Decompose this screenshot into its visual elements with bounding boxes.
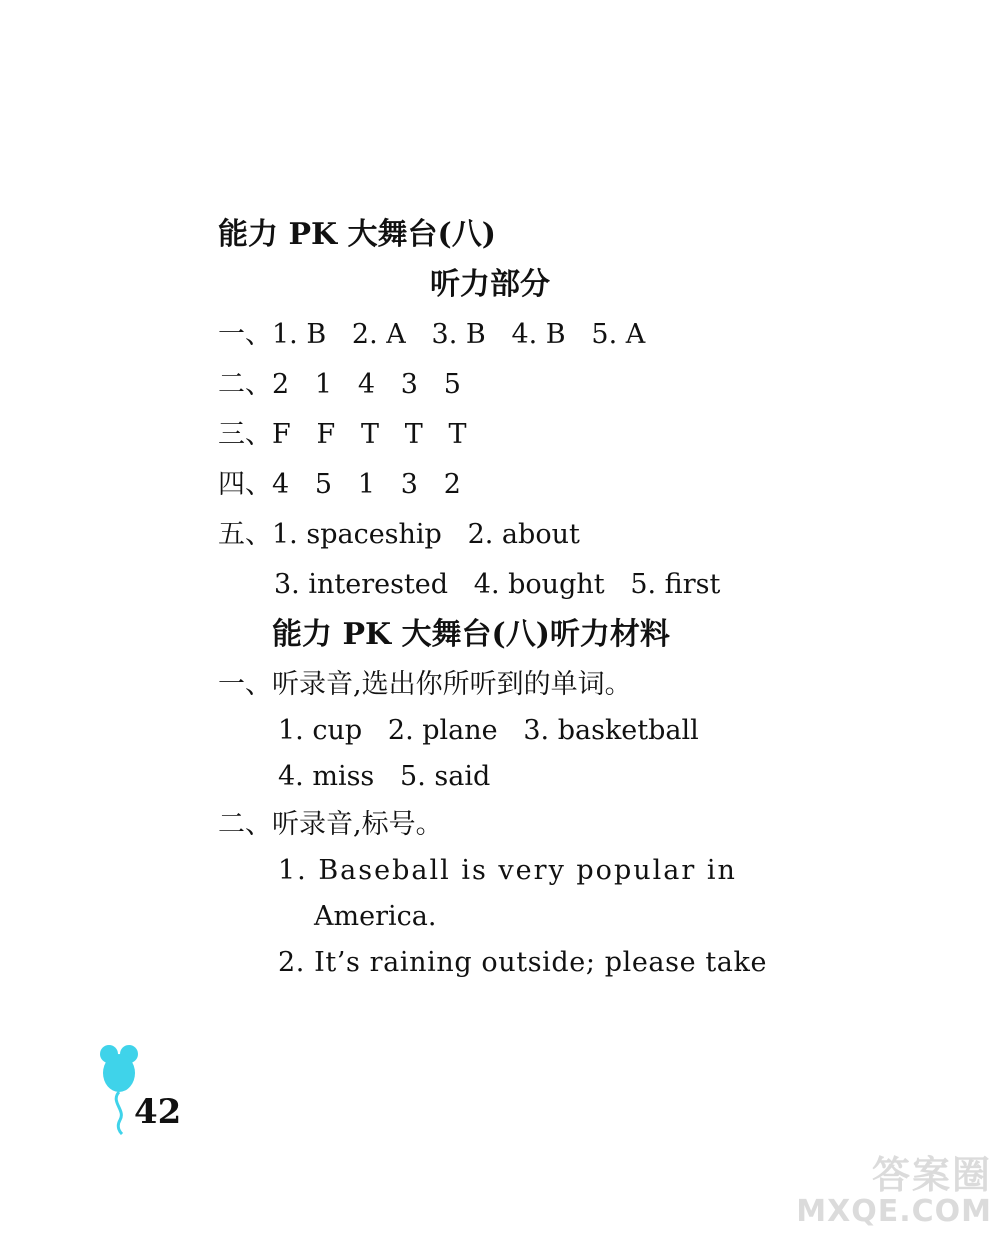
- materials-line-2: 1. cup 2. plane 3. basketball: [278, 715, 699, 746]
- watermark: [796, 1144, 992, 1229]
- answer-line-5: 五、1. spaceship 2. about: [218, 519, 580, 550]
- materials-line-7: 2. It’s raining outside; please take: [278, 947, 768, 978]
- answer-line-1: 一、1. B 2. A 3. B 4. B 5. A: [218, 319, 646, 350]
- listening-section-title: 听力部分: [430, 267, 550, 302]
- materials-line-4: 二、听录音,标号。: [218, 809, 443, 840]
- answer-line-4: 四、4 5 1 3 2: [218, 469, 461, 500]
- page-number: 42: [134, 1092, 182, 1132]
- materials-line-1: 一、听录音,选出你所听到的单词。: [218, 669, 632, 700]
- materials-title: 能力 PK 大舞台(八)听力材料: [272, 617, 670, 652]
- watermark-logo-text: 答案圈: [871, 1153, 992, 1197]
- answer-line-2: 二、2 1 4 3 5: [218, 369, 461, 400]
- watermark-url: MXQE.COM: [796, 1194, 992, 1229]
- answer-line-3: 三、F F T T T: [218, 419, 467, 450]
- materials-line-5: 1. Baseball is very popular in: [278, 855, 737, 886]
- heading: 能力 PK 大舞台(八): [218, 217, 496, 252]
- answer-line-6: 3. interested 4. bought 5. first: [274, 569, 721, 600]
- materials-line-3: 4. miss 5. said: [278, 761, 491, 792]
- materials-line-6: America.: [314, 901, 437, 932]
